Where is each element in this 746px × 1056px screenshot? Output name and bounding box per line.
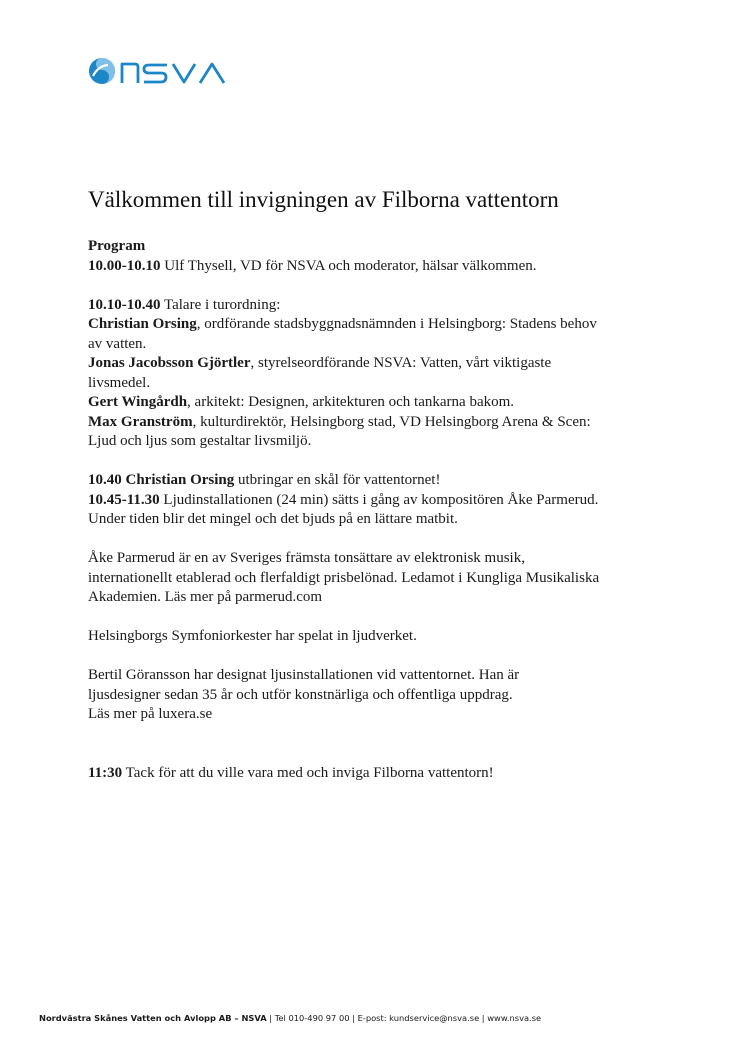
page-title: Välkommen till invigningen av Filborna vattentorn [88,187,559,212]
nsva-wordmark [122,64,224,83]
paragraph-line: Akademien. Läs mer på parmerud.com [88,589,323,605]
speaker: Jonas Jacobsson Gjörtler, styrelseordförande NSVA: Vatten, vårt viktigaste [88,355,552,371]
footer: Nordvästra Skånes Vatten och Avlopp AB – NSVA | Tel 010-490 97 00 | E-post: kundservice@nsva.se | www.nsva.se [39,1013,542,1023]
speaker: Max Granström, kulturdirektör, Helsingborg stad, VD Helsingborg Arena & Scen: [88,413,591,430]
footer-company: Nordvästra Skånes Vatten och Avlopp AB – NSVA [39,1013,267,1023]
paragraph-line: Läs mer på luxera.se [88,706,213,722]
program-content [88,237,678,783]
footer-phone: Tel 010-490 97 00 [274,1013,350,1023]
paragraph-line: internationellt etablerad och flerfaldigt prisbelönad. Ledamot i Kungliga Musikaliska [88,569,600,586]
nsva-logo [88,56,234,86]
paragraph-line: Helsingborgs Symfoniorkester har spelat in ljudverket. [88,628,417,644]
paragraph-line: Bertil Göransson har designat ljusinstallationen vid vattentornet. Han är [88,667,520,683]
program-item-cont: Under tiden blir det mingel och det bjuds på en lättare matbit. [88,511,458,527]
program-item: 10.40 Christian Orsing utbringar en skål för vattentornet! [88,472,441,488]
program-item: 10.10-10.40 Talare i turordning: [88,296,281,313]
water-drop-icon [89,58,115,84]
footer-web[interactable]: www.nsva.se [487,1013,542,1023]
closing-line: 11:30 Tack för att du ville vara med och inviga Filborna vattentorn! [88,764,494,781]
program-heading: Program [88,238,146,254]
speaker: Christian Orsing, ordförande stadsbyggnadsnämnden i Helsingborg: Stadens behov [88,316,597,332]
paragraph-line: ljusdesigner sedan 35 år och utför konstnärliga och offentliga uppdrag. [88,686,513,703]
paragraph-line: Åke Parmerud är en av Sveriges främsta tonsättare av elektronisk musik, [88,550,525,566]
program-item: 10.00-10.10 Ulf Thysell, VD för NSVA och moderator, hälsar välkommen. [88,257,537,274]
speaker-cont: av vatten. [88,335,147,352]
program-item: 10.45-11.30 Ljudinstallationen (24 min) sätts i gång av kompositören Åke Parmerud. [88,491,599,508]
footer-email[interactable]: E-post: kundservice@nsva.se [357,1013,480,1023]
speaker-cont: livsmedel. [88,374,151,391]
speaker-cont: Ljud och ljus som gestaltar livsmiljö. [88,433,312,449]
speaker: Gert Wingårdh, arkitekt: Designen, arkitekturen och tankarna bakom. [88,394,515,410]
